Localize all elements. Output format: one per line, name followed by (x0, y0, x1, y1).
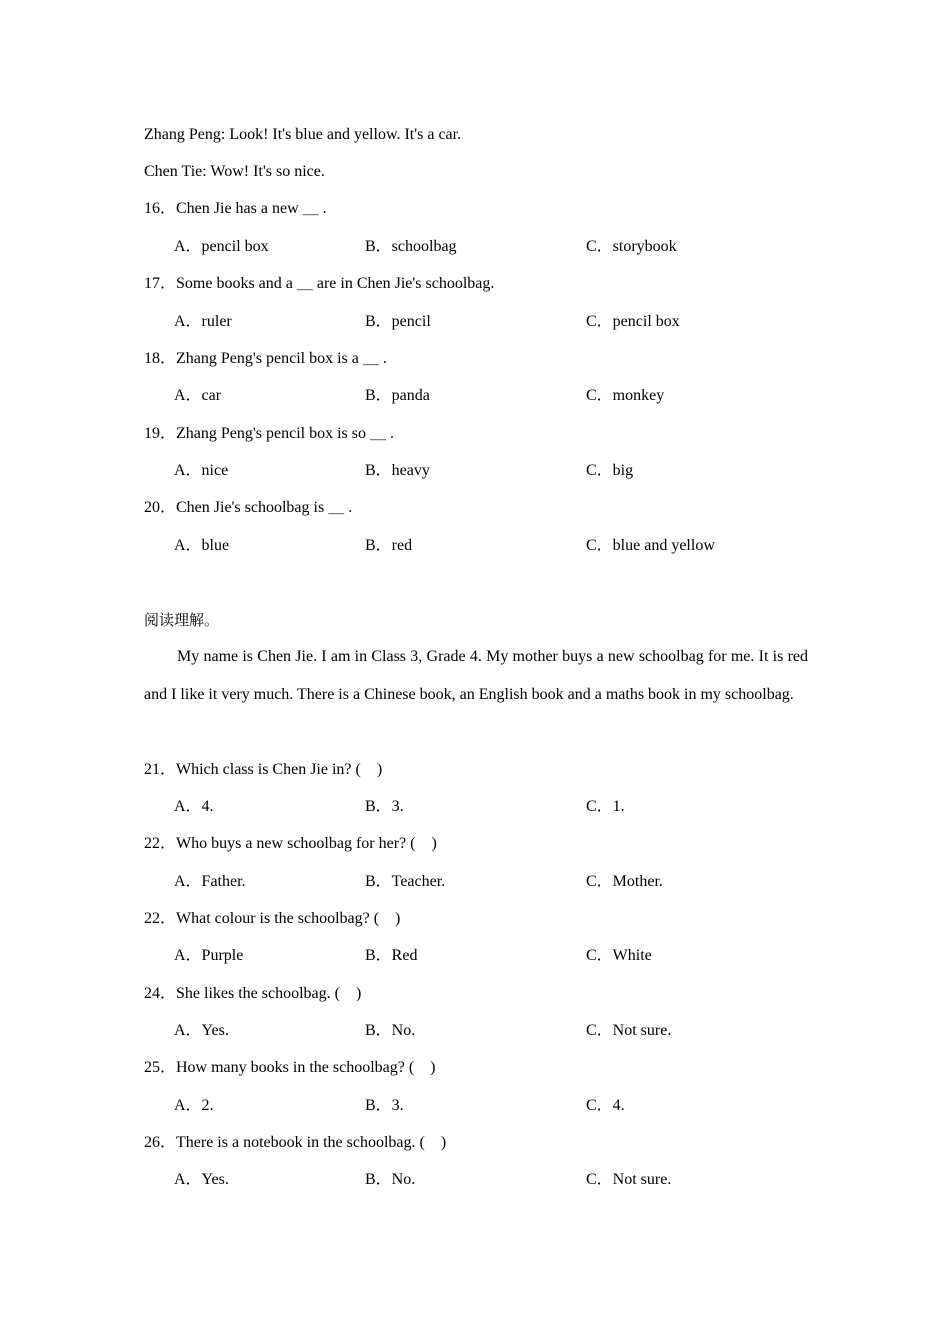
option-a: A．car (174, 387, 222, 404)
option-b: B．No. (365, 1171, 416, 1188)
dialogue-line: Zhang Peng: Look! It's blue and yellow. It's a car. (144, 126, 462, 143)
question-stem: 20．Chen Jie's schoolbag is ＿ . (144, 499, 353, 516)
option-b: B．No. (365, 1022, 416, 1039)
question-stem: 19．Zhang Peng's pencil box is so ＿ . (144, 425, 394, 442)
option-c: C．4. (586, 1097, 625, 1114)
option-a: A．Father. (174, 873, 246, 890)
question-stem: 18．Zhang Peng's pencil box is a ＿ . (144, 350, 387, 367)
question-stem: 22．What colour is the schoolbag? ( ) (144, 910, 401, 927)
question-stem: 26．There is a notebook in the schoolbag. ( ) (144, 1134, 447, 1151)
option-a: A．Yes. (174, 1022, 229, 1039)
option-c: C．monkey (586, 387, 665, 404)
question-stem: 16．Chen Jie has a new ＿ . (144, 200, 327, 217)
option-c: C．White (586, 947, 652, 964)
option-b: B．red (365, 537, 413, 554)
option-c: C．Not sure. (586, 1022, 672, 1039)
option-b: B．3. (365, 1097, 404, 1114)
option-a: A．ruler (174, 313, 232, 330)
question-stem: 22．Who buys a new schoolbag for her? ( ) (144, 835, 437, 852)
option-a: A．blue (174, 537, 230, 554)
option-c: C．Not sure. (586, 1171, 672, 1188)
question-stem: 25．How many books in the schoolbag? ( ) (144, 1059, 436, 1076)
option-a: A．Yes. (174, 1171, 229, 1188)
option-c: C．blue and yellow (586, 537, 715, 554)
option-b: B．3. (365, 798, 404, 815)
option-c: C．big (586, 462, 634, 479)
section-heading: 阅读理解。 (144, 611, 220, 629)
option-a: A．4. (174, 798, 214, 815)
option-a: A．nice (174, 462, 229, 479)
option-c: C．Mother. (586, 873, 663, 890)
option-b: B．pencil (365, 313, 431, 330)
option-b: B．Teacher. (365, 873, 446, 890)
question-stem: 17．Some books and a ＿ are in Chen Jie's schoolbag. (144, 275, 495, 292)
option-a: A．2. (174, 1097, 214, 1114)
option-a: A．pencil box (174, 238, 269, 255)
dialogue-line: Chen Tie: Wow! It's so nice. (144, 163, 325, 180)
option-b: B．panda (365, 387, 430, 404)
question-stem: 21．Which class is Chen Jie in? ( ) (144, 761, 383, 778)
option-b: B．Red (365, 947, 418, 964)
option-b: B．schoolbag (365, 238, 457, 255)
option-c: C．1. (586, 798, 625, 815)
option-a: A．Purple (174, 947, 244, 964)
question-stem: 24．She likes the schoolbag. ( ) (144, 985, 362, 1002)
option-c: C．storybook (586, 238, 677, 255)
option-b: B．heavy (365, 462, 430, 479)
option-c: C．pencil box (586, 313, 680, 330)
reading-passage: My name is Chen Jie. I am in Class 3, Grade 4. My mother buys a new schoolbag for me. It is red and I like it very much. There is a Chinese book, an English book and a maths book in my schoolbag. (144, 648, 808, 703)
